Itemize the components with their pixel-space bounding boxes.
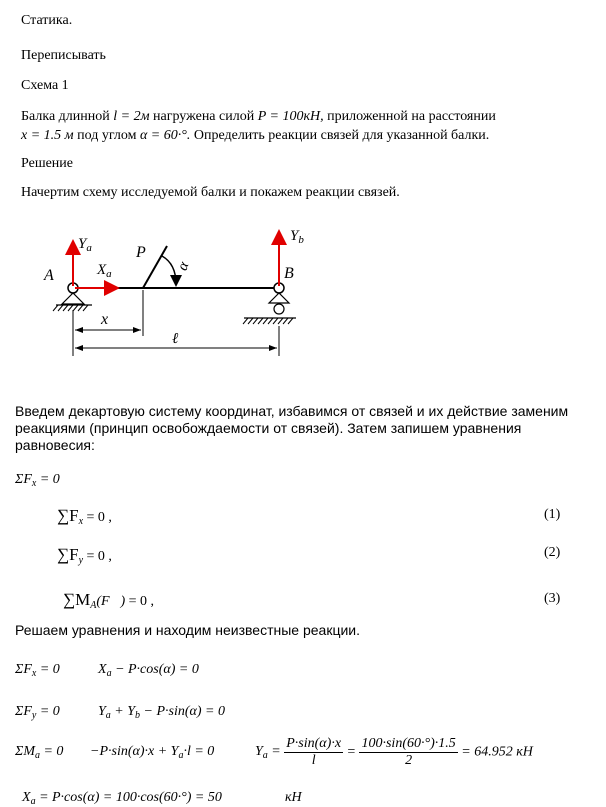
ya-label: $Y_a$ (78, 236, 92, 254)
subtitle: Переписывать (21, 48, 106, 63)
p-value: P = 100кН, (257, 109, 324, 124)
solution-row-3-ya: $Y_a$ = $\frac{P\cdot\sin(\alpha)\cdot x}{l}$ = $\frac{100\cdot\sin(60\cdot^\circ)\cdot 1.5}{2}$ = 64.952 кН (255, 736, 533, 768)
angle-arc (162, 256, 176, 284)
angle-alpha-label: α (174, 259, 193, 273)
equation-2-number: (2) (544, 545, 561, 560)
solution-heading: Решение (21, 156, 74, 171)
equation-3-number: (3) (544, 591, 561, 606)
yb-label: $Y_b$ (290, 228, 304, 246)
equation-3: $\sum M_A(F⃗) = 0$ , (63, 590, 155, 611)
solution-row-2-rhs: $Y_a + Y_b - P\cdot\sin(\alpha) = 0$ (98, 704, 225, 721)
equation-2: $\sum F_y = 0$ , (57, 545, 112, 566)
fraction-1: $\frac{P\cdot\sin(\alpha)\cdot x}{l}$ (286, 736, 342, 768)
dim-x-label: x (101, 311, 109, 328)
point-b-label: B (284, 265, 294, 282)
problem-line-1: Балка длинной l = 2м нагружена силой P = 100кН, приложенной на расстоянии (21, 109, 496, 124)
intro-text: Начертим схему исследуемой балки и покажем реакции связей. (21, 185, 400, 200)
solution-row-4-unit: кН (285, 790, 302, 805)
solution-row-1-lhs: $\Sigma F_x = 0$ (15, 662, 60, 679)
alpha-value: α = 60·°. (139, 128, 191, 143)
solution-row-3-mid: $-P\cdot\sin(\alpha)\cdot x + Y_a\cdot l = 0$ (90, 744, 215, 761)
solution-row-2-lhs: $\Sigma F_y = 0$ (15, 704, 60, 721)
solve-text: Решаем уравнения и находим неизвестные реакции. (15, 622, 361, 638)
point-a-label: A (44, 267, 54, 284)
force-p-line (143, 246, 167, 288)
equation-1-number: (1) (544, 507, 561, 522)
scheme-label: Схема 1 (21, 78, 69, 93)
beam-diagram (38, 220, 308, 365)
xa-label: $X_a$ (97, 262, 112, 280)
solution-row-1-rhs: $X_a - P\cdot\cos(\alpha) = 0$ (98, 662, 199, 679)
equation-1: $\sum F_x = 0$ , (57, 506, 112, 527)
dim-l-label: ℓ (172, 331, 179, 347)
l-value: l = 2м (113, 109, 150, 124)
coord-paragraph: Введем декартовую систему координат, избавимся от связей и их действие заменим реакциями (принцип освобождаемости от связей). Затем запишем уравнения равновесия: (15, 403, 569, 453)
solution-row-3-lhs: $\Sigma M_a = 0$ (15, 744, 64, 761)
page-title: Статика. (21, 13, 73, 28)
sum-fx-header: $\Sigma F_x = 0$ (15, 472, 60, 489)
problem-line-2: x = 1.5 м под углом α = 60·°. Определить реакции связей для указанной балки. (21, 128, 490, 143)
fraction-2: $\frac{100\cdot\sin(60\cdot^\circ)\cdot 1.5}{2}$ (361, 736, 456, 768)
x-value: x = 1.5 м (21, 128, 74, 143)
support-b (243, 283, 296, 324)
force-p-label: P (136, 244, 146, 261)
solution-row-4: $X_a = P\cdot\cos(\alpha) = 100\cdot\cos(60\cdot^\circ) = 50$ (22, 790, 222, 807)
